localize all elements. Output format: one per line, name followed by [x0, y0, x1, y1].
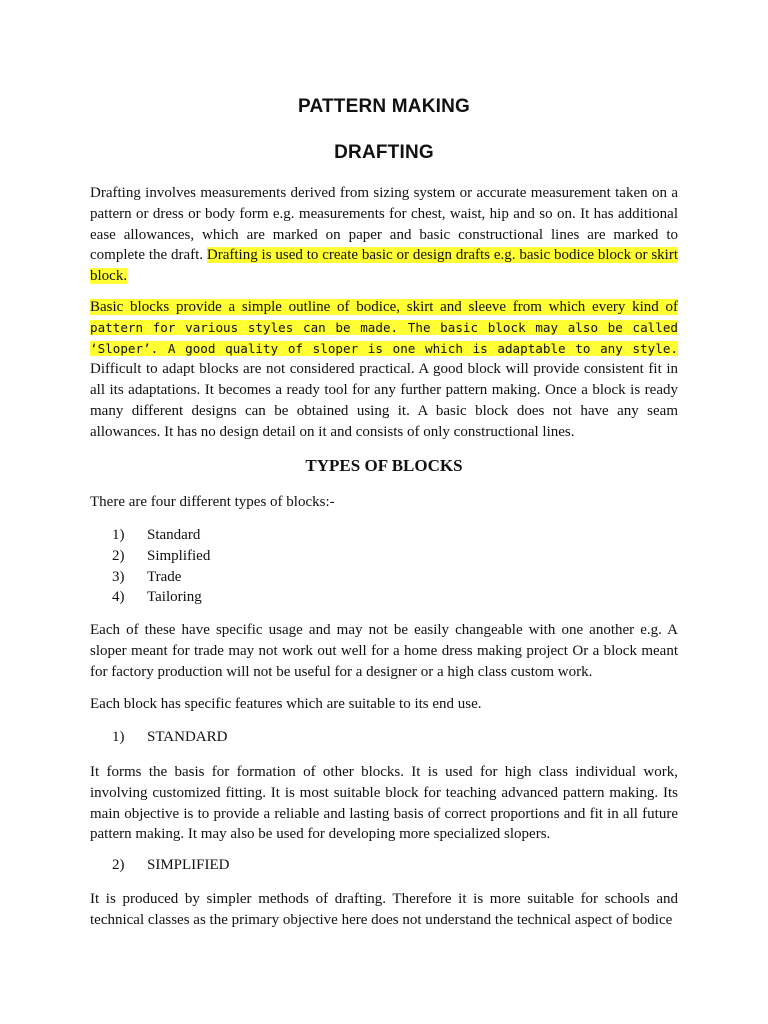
- types-intro: There are four different types of blocks:-: [90, 494, 335, 510]
- highlighted-text: Basic blocks provide a simple outline of bodice, skirt and sleeve from which every kind of: [90, 299, 678, 315]
- highlighted-text: Drafting is used to create basic or design drafts e.g. basic bodice block or skirt block.: [90, 247, 678, 285]
- paragraph-usage: Each of these have specific usage and may not be easily changeable with one another e.g. A sloper meant for trade may not work out well for a home dress making project Or a block meant for factory production will not be useful for a designer or a high class custom work.: [90, 622, 678, 680]
- page-title: PATTERN MAKING: [297, 96, 471, 117]
- list-label: Standard: [147, 527, 201, 543]
- list-item: [112, 546, 210, 567]
- types-of-blocks-heading: TYPES OF BLOCKS: [305, 456, 463, 475]
- paragraph-text: Difficult to adapt blocks are not considered practical. A good block will provide consistent fit in all its adaptations. It becomes a ready tool for any further pattern making. Once a block is ready many different designs can be obtained using it. A basic block does not have any seam allowances. It has no design detail on it and consists of only constructional lines.: [90, 361, 678, 440]
- section-label: SIMPLIFIED: [147, 857, 230, 873]
- list-number: 1): [112, 527, 125, 543]
- paragraph-features: Each block has specific features which are suitable to its end use.: [90, 696, 482, 712]
- section-label: STANDARD: [147, 729, 228, 745]
- list-item: [112, 525, 210, 546]
- section-number: 1): [112, 729, 125, 745]
- section-heading-simplified: [112, 857, 230, 874]
- list-number: 4): [112, 589, 125, 606]
- section-title-drafting: DRAFTING: [334, 142, 434, 163]
- highlighted-text-mono: pattern for various styles can be made. The basic block may also be called ‘Sloper’. A good quality of sloper is one which is adaptable to any style.: [90, 319, 678, 356]
- list-number: 3): [112, 568, 125, 585]
- types-list: [112, 525, 210, 608]
- section-number: 2): [112, 857, 125, 873]
- paragraph-simplified: It is produced by simpler methods of drafting. Therefore it is more suitable for schools and technical classes as the primary objective here does not understand the technical aspect of bodice: [90, 891, 678, 928]
- list-number: 2): [112, 547, 125, 564]
- list-item: [112, 587, 210, 608]
- section-heading-standard: [112, 729, 227, 746]
- paragraph-drafting-intro: [90, 183, 678, 287]
- list-item: [112, 567, 210, 588]
- paragraph-standard: It forms the basis for formation of other blocks. It is used for high class individual work, involving customized fitting. It is most suitable block for teaching advanced pattern making. Its main objective is to provide a reliable and lasting basis of correct proportions and fit in all future pattern making. It may also be used for developing more specialized slopers.: [90, 764, 678, 843]
- list-label: Simplified: [147, 547, 211, 564]
- list-label: Trade: [147, 568, 182, 585]
- paragraph-text: Drafting involves measurements derived from sizing system or accurate measurement taken on a pattern or dress or body form e.g. measurements for chest, waist, hip and so on. It has additional ease allowances, which are marked on paper and basic constructional lines are marked to complete the draft.: [90, 185, 678, 264]
- list-label: Tailoring: [147, 589, 202, 606]
- paragraph-basic-blocks: [90, 297, 678, 443]
